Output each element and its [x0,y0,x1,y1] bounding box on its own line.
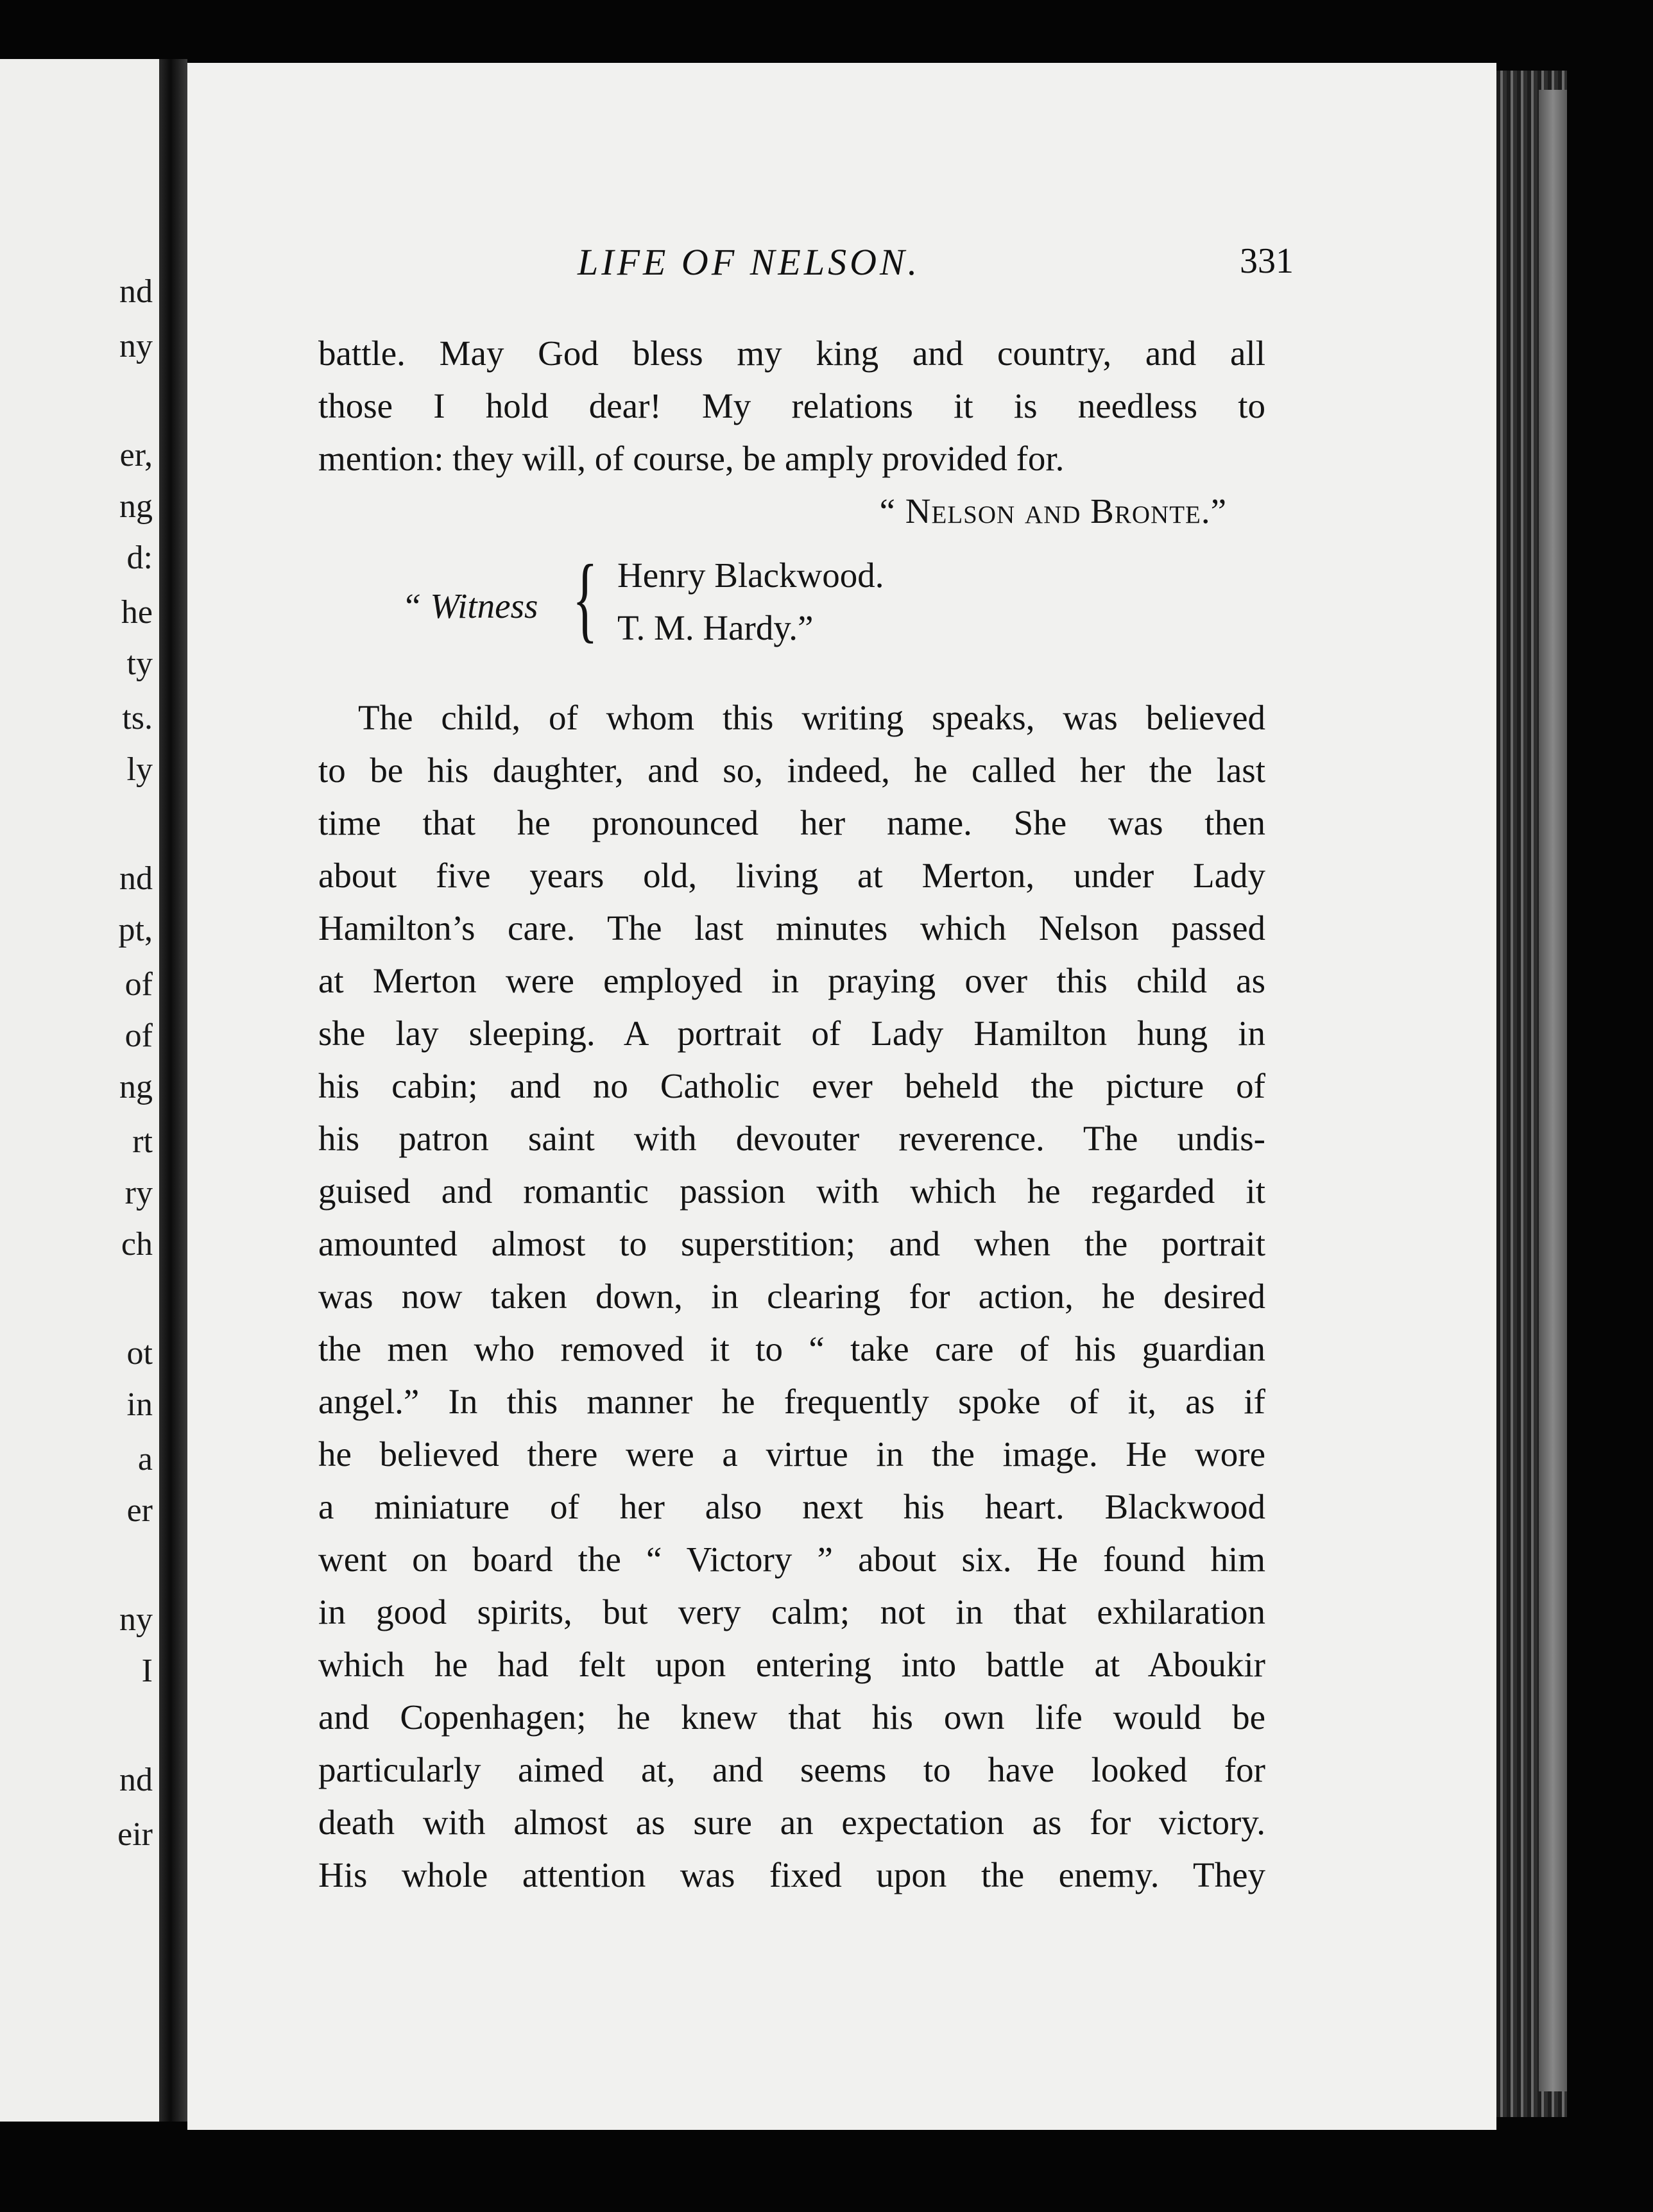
text-line: His whole attention was fixed upon the enemy. They [318,1855,1265,1894]
witness-name-2: T. M. Hardy.” [617,608,814,647]
text-line: time that he pronounced her name. She was then [318,803,1265,842]
left-page-text-fragment: ng [119,488,153,525]
text-line: mention: they will, of course, be amply provided for. [318,439,1065,478]
text-line: angel.” In this manner he frequently spoke of it, as if [318,1382,1265,1421]
text-line: she lay sleeping. A portrait of Lady Hamilton hung in [318,1014,1265,1053]
text-line: his patron saint with devouter reverence. The undis- [318,1119,1265,1158]
text-line: Hamilton’s care. The last minutes which Nelson passed [318,908,1265,948]
left-page-text-fragment: pt, [118,912,153,948]
left-page-text-fragment: eir [117,1816,153,1853]
left-page-text-fragment: nd [119,1762,153,1798]
text-line: the men who removed it to “ take care of his guardian [318,1329,1265,1368]
text-line: went on board the “ Victory ” about six. He found him [318,1540,1265,1579]
left-page-text-fragment: rt [132,1123,153,1160]
brace-glyph: { [572,545,598,652]
text-line: at Merton were employed in praying over this child as [318,961,1265,1000]
page-stack-edges [1496,71,1567,2117]
left-page-text-fragment: in [126,1386,153,1423]
text-line: guised and romantic passion with which he regarded it [318,1171,1265,1211]
left-page-text-fragment: d: [126,540,153,576]
text-line: which he had felt upon entering into battle at Aboukir [318,1645,1265,1684]
running-title: LIFE OF NELSON. [578,241,921,283]
witness-block [318,545,1265,658]
left-page-text-fragment: I [141,1653,153,1689]
left-page-text-fragment: ch [121,1226,153,1263]
text-line: those I hold dear! My relations it is needless to [318,386,1265,425]
cover-edge [1539,90,1567,2091]
text-line: to be his daughter, and so, indeed, he called her the last [318,751,1265,790]
main-paragraph [318,692,1265,1901]
left-page-text-fragment: nd [119,860,153,897]
left-page-edge [0,59,159,2122]
left-page-text-fragment: er, [119,437,153,473]
left-page-text-fragment: ot [126,1335,153,1372]
text-line: about five years old, living at Merton, under Lady [318,856,1265,895]
page-number: 331 [1240,241,1294,281]
left-page-text-fragment: ny [119,1601,153,1638]
left-page-text-fragment: ty [126,645,153,682]
left-page-text-fragment: ny [119,328,153,364]
left-page-text-fragment: of [124,1017,153,1054]
left-page-text-fragment: a [137,1441,153,1477]
text-line: in good spirits, but very calm; not in that exhilaration [318,1592,1265,1631]
left-page-text-fragment: he [121,594,153,631]
text-line: his cabin; and no Catholic ever beheld the picture of [318,1066,1265,1105]
text-line: amounted almost to superstition; and when the portrait [318,1224,1265,1263]
left-page-text-fragment: ng [119,1069,153,1105]
left-page-text-fragment: ts. [122,700,153,736]
witness-label: “ Witness [402,586,538,625]
text-line: and Copenhagen; he knew that his own life would be [318,1697,1265,1737]
text-line: was now taken down, in clearing for action, he desired [318,1277,1265,1316]
witness-name-1: Henry Blackwood. [617,556,884,595]
text-line: battle. May God bless my king and country, and all [318,334,1265,373]
page-body [318,327,1265,1901]
text-line: The child, of whom this writing speaks, was believed [358,698,1265,737]
left-page-text-fragment: ry [124,1175,153,1211]
text-line: particularly aimed at, and seems to have looked for [318,1750,1265,1789]
left-page-text-fragment: ly [126,751,153,788]
left-page-text-fragment: er [126,1492,153,1529]
text-line: a miniature of her also next his heart. Blackwood [318,1487,1265,1526]
text-line: death with almost as sure an expectation as for victory. [318,1803,1265,1842]
signature: “ Nelson and Bronte.” [879,491,1227,531]
left-page-text-fragment: of [124,966,153,1003]
book-gutter [159,59,187,2122]
left-page-text-fragment: nd [119,273,153,310]
running-header [321,241,1294,292]
text-line: he believed there were a virtue in the image. He wore [318,1434,1265,1474]
